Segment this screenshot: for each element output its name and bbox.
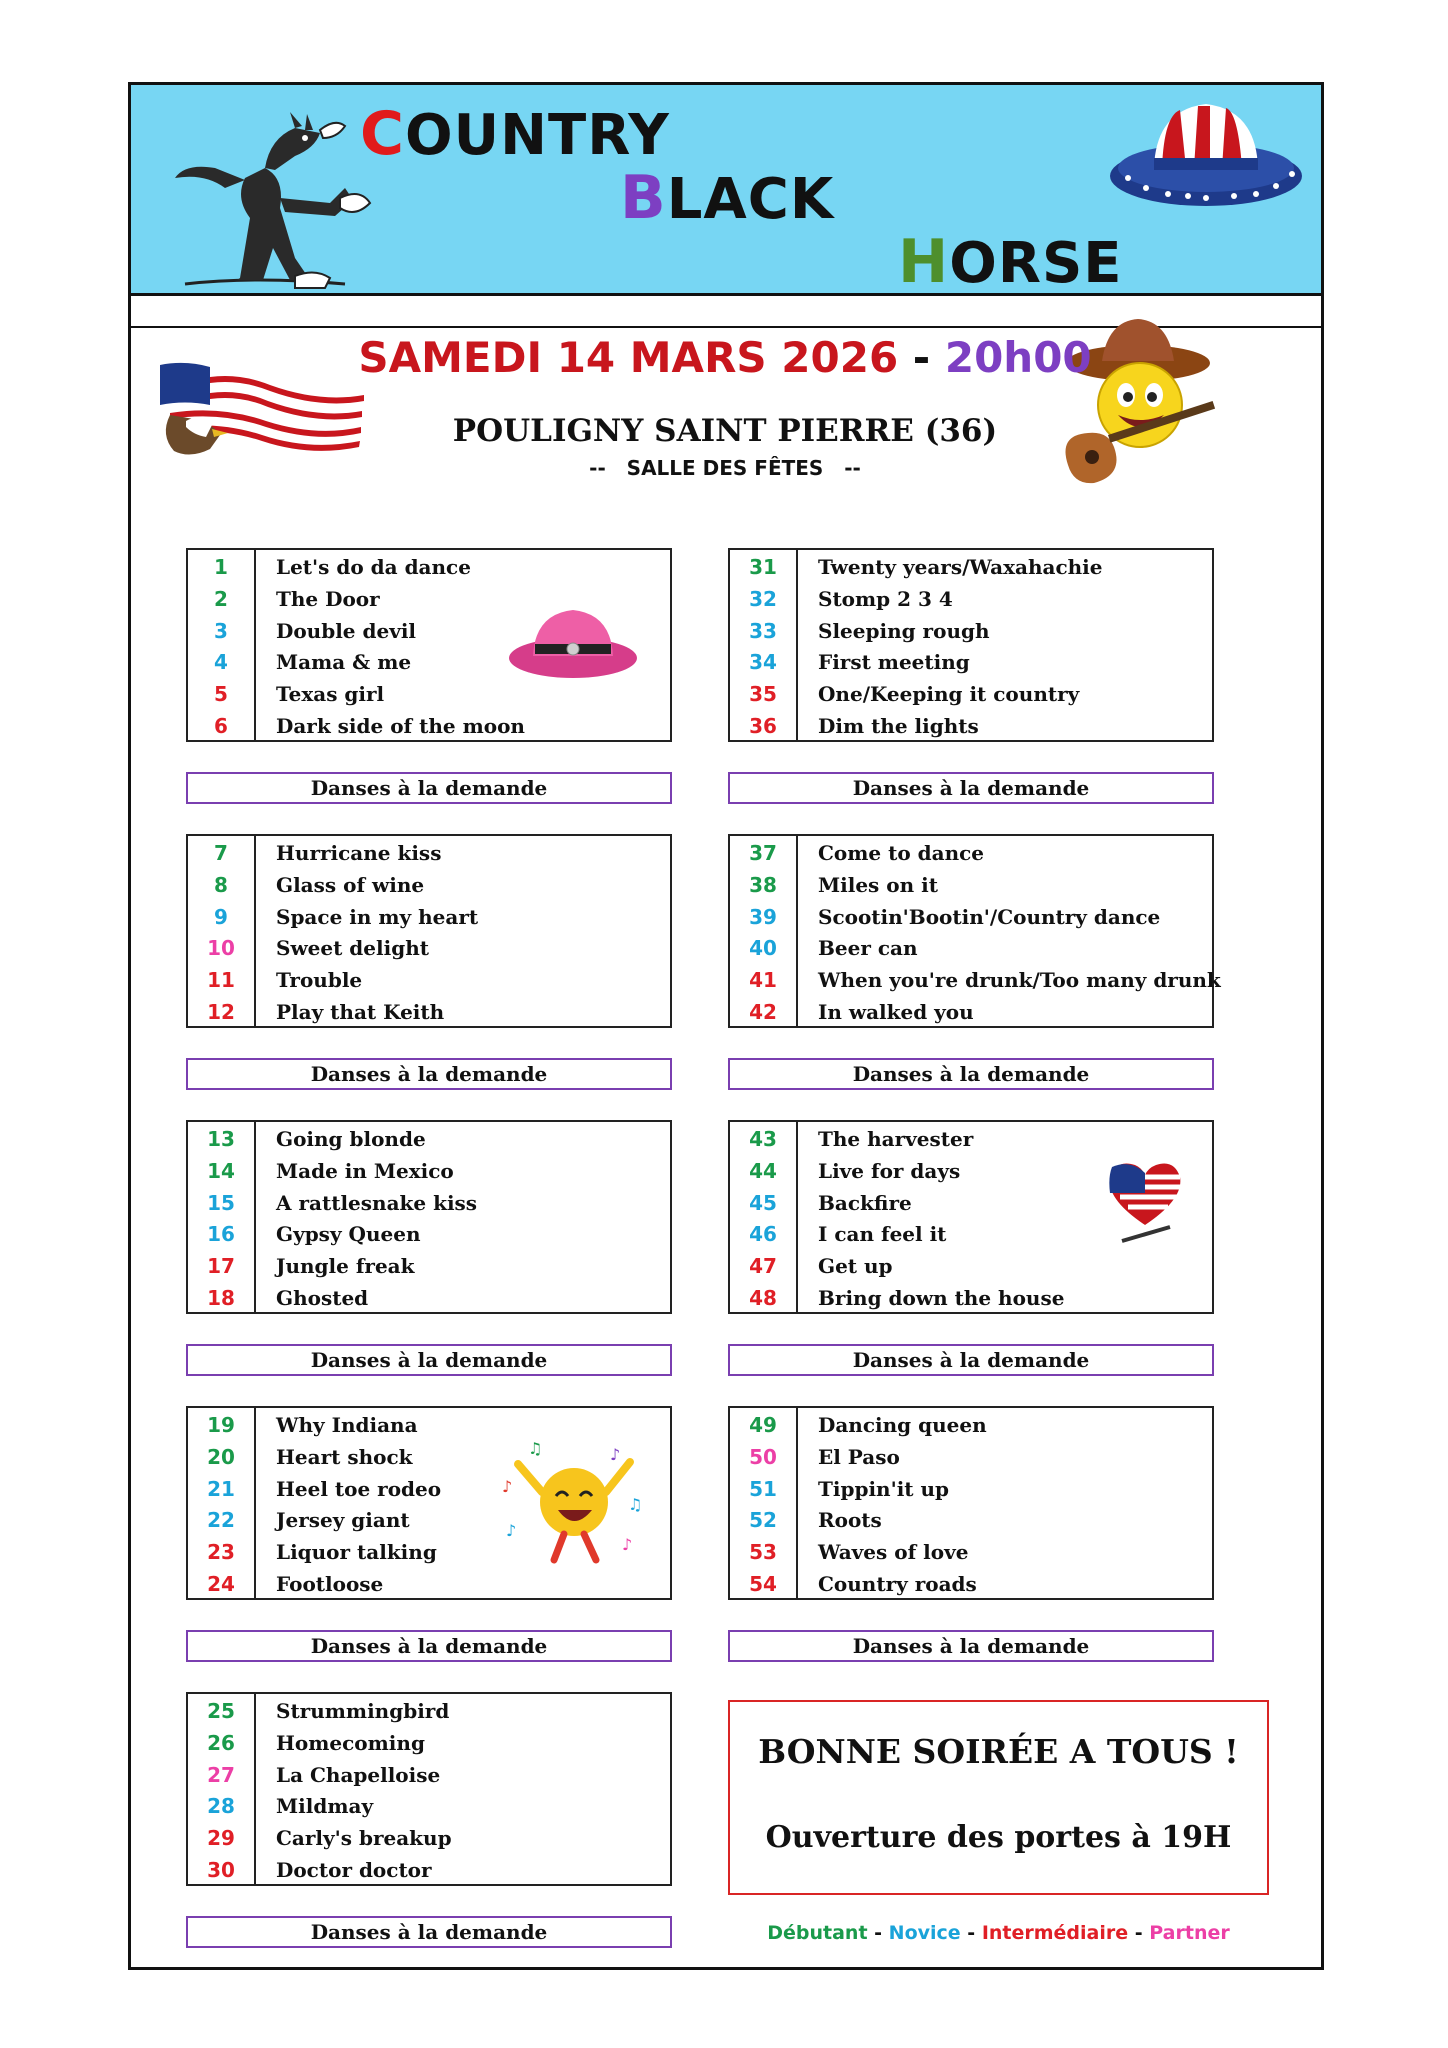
event-city: POULIGNY SAINT PIERRE (36) [452,413,998,449]
dance-number: 33 [749,618,777,643]
dance-title: Get up [818,1254,893,1279]
dance-number: 35 [749,682,777,707]
dance-number: 47 [749,1254,777,1279]
event-date-time [300,333,1150,383]
request-bar: Danses à la demande [728,772,1214,804]
dance-title: Double devil [276,618,417,643]
brand-word-horse [898,227,1123,297]
dance-number: 50 [749,1444,777,1469]
svg-text:♪: ♪ [622,1535,633,1554]
dance-block [186,1120,672,1314]
dance-row [188,1409,670,1441]
dance-row [188,964,670,996]
dance-row [188,551,670,583]
dance-row [188,1695,670,1727]
dance-title: Dark side of the moon [276,714,525,738]
dance-number: 5 [214,682,228,707]
dance-row [188,932,670,964]
request-bar: Danses à la demande [728,1630,1214,1662]
dance-title: Country roads [818,1572,977,1596]
dance-row [730,1282,1212,1314]
dance-number: 42 [749,1000,777,1024]
dance-title: Jersey giant [276,1508,410,1533]
dance-title: Waves of love [818,1540,969,1565]
heart-flag-illustration [1100,1155,1190,1250]
dance-number: 36 [749,714,777,738]
dance-title: Strummingbird [276,1699,450,1723]
dance-title: Trouble [276,968,363,993]
dance-title: Twenty years/Waxahachie [818,555,1103,579]
dance-row [730,1123,1212,1155]
dance-row [730,1504,1212,1536]
dance-number: 14 [207,1158,235,1183]
pink-hat-illustration [505,600,640,690]
dance-title: Sweet delight [276,936,429,961]
dance-title: Sleeping rough [818,618,990,643]
dance-row [188,1187,670,1219]
level-legend [728,1922,1269,1944]
dance-number: 27 [207,1762,235,1787]
svg-text:♪: ♪ [506,1521,517,1540]
brand-word-country [360,99,670,169]
dance-title: Mildmay [276,1794,374,1819]
dance-number: 54 [749,1572,777,1596]
legend-sep: - [960,1922,982,1944]
svg-text:♫: ♫ [528,1440,543,1458]
dance-row [730,551,1212,583]
request-bar: Danses à la demande [186,1916,672,1948]
dance-title: Footloose [276,1572,384,1596]
dance-title: Dim the lights [818,714,979,738]
dance-row [188,1822,670,1854]
request-bar: Danses à la demande [186,1630,672,1662]
closing-doors: Ouverture des portes à 19H [765,1820,1232,1855]
dance-number: 46 [749,1222,777,1247]
dance-row [730,583,1212,615]
dance-title: Come to dance [818,841,985,865]
dance-title: Liquor talking [276,1540,437,1565]
dance-row [188,1123,670,1155]
dance-number: 6 [214,714,228,738]
dance-number: 17 [207,1254,235,1279]
dance-title: Dancing queen [818,1413,987,1437]
dance-title: Space in my heart [276,904,479,929]
stars-stripes-hat-illustration [1106,96,1306,216]
dance-number: 51 [749,1476,777,1501]
dance-title: Stomp 2 3 4 [818,586,953,611]
dance-row [730,964,1221,996]
dance-number: 24 [207,1572,235,1596]
dance-row [188,1759,670,1791]
dance-number: 30 [207,1858,235,1882]
dance-number: 19 [207,1413,235,1437]
dance-number: 13 [207,1127,235,1151]
dance-title: Play that Keith [276,1000,445,1024]
dance-number: 40 [749,936,777,961]
dance-title: Tippin'it up [818,1476,950,1501]
dance-title: Going blonde [276,1127,426,1151]
dance-title: Jungle freak [276,1254,415,1279]
event-venue: -- SALLE DES FÊTES -- [589,456,861,480]
legend-debutant: Débutant [767,1922,868,1944]
dance-title: Glass of wine [276,872,425,897]
dance-title: Roots [818,1508,882,1533]
dance-block [728,1406,1214,1600]
dance-number: 34 [749,650,777,675]
event-time: 20h00 [944,333,1092,382]
dance-row [730,1473,1212,1505]
dance-row [730,932,1212,964]
dance-title: Heart shock [276,1444,413,1469]
dance-title: Miles on it [818,872,938,897]
dance-row [188,1854,670,1886]
dance-title: Texas girl [276,682,385,707]
brand-rest-country: OUNTRY [405,103,670,168]
dance-row [730,901,1212,933]
dance-number: 8 [214,872,228,897]
dance-title: Let's do da dance [276,555,471,579]
dance-number: 43 [749,1127,777,1151]
dance-row [188,1282,670,1314]
dance-row [730,710,1212,742]
dance-number: 11 [207,968,235,993]
dance-number: 49 [749,1413,777,1437]
dance-row [188,1790,670,1822]
dance-row [730,1441,1212,1473]
dance-row [188,1250,670,1282]
request-bar: Danses à la demande [728,1058,1214,1090]
dance-row [188,1218,670,1250]
dance-title: One/Keeping it country [818,682,1080,707]
dance-number: 28 [207,1794,235,1819]
dance-title: Backfire [818,1190,912,1215]
dance-row [188,837,670,869]
request-bar: Danses à la demande [728,1344,1214,1376]
dance-title: Made in Mexico [276,1158,454,1183]
dance-number: 25 [207,1699,235,1723]
dance-title: Why Indiana [276,1413,418,1437]
closing-greeting: BONNE SOIRÉE A TOUS ! [758,1732,1239,1771]
dance-row [730,1568,1212,1600]
legend-sep: - [867,1922,889,1944]
dance-number: 4 [214,650,228,675]
legend-intermediaire: Intermédiaire [981,1922,1129,1944]
dance-row [730,996,1212,1028]
dance-title: Homecoming [276,1730,425,1755]
dance-title: The Door [276,586,380,611]
dance-number: 2 [214,586,228,611]
dance-number: 18 [207,1286,235,1310]
legend-novice: Novice [888,1922,961,1944]
dance-block [186,1692,672,1886]
dance-row [730,615,1212,647]
dance-number: 41 [749,968,777,993]
dance-row [188,901,670,933]
dance-number: 53 [749,1540,777,1565]
dance-title: First meeting [818,650,970,675]
dance-title: Scootin'Bootin'/Country dance [818,904,1161,929]
brand-initial-b: B [620,163,667,233]
dance-number: 3 [214,618,228,643]
dance-block [186,834,672,1028]
dance-number: 45 [749,1190,777,1215]
dance-row [188,710,670,742]
dance-title: Live for days [818,1158,961,1183]
dance-row [730,869,1212,901]
dance-number: 20 [207,1444,235,1469]
dance-row [188,996,670,1028]
dance-row [730,1536,1212,1568]
event-separator: - [898,333,945,382]
dance-title: Hurricane kiss [276,841,442,865]
dance-row [188,1155,670,1187]
dance-number: 48 [749,1286,777,1310]
dance-number: 1 [214,555,228,579]
dance-number: 7 [214,841,228,865]
dance-number: 9 [214,904,228,929]
dance-number: 38 [749,872,777,897]
dance-number: 37 [749,841,777,865]
dance-title: La Chapelloise [276,1762,441,1787]
dance-title: Doctor doctor [276,1858,432,1882]
dance-title: Beer can [818,936,918,961]
dance-row [730,1409,1212,1441]
dance-row [730,678,1212,710]
legend-sep: - [1128,1922,1150,1944]
dance-number: 21 [207,1476,235,1501]
dance-title: In walked you [818,1000,974,1024]
event-date: SAMEDI 14 MARS 2026 [358,333,899,382]
dance-row [188,1727,670,1759]
dance-number: 31 [749,555,777,579]
dance-title: When you're drunk/Too many drunk [818,968,1221,993]
dance-title: Carly's breakup [276,1826,452,1851]
brand-rest-horse: ORSE [949,231,1123,296]
svg-text:♪: ♪ [502,1477,513,1496]
donkey-illustration [145,108,385,294]
dance-number: 23 [207,1540,235,1565]
request-bar: Danses à la demande [186,1058,672,1090]
brand-word-black [620,163,835,233]
dance-number: 16 [207,1222,235,1247]
legend-partner: Partner [1149,1922,1230,1944]
svg-text:♫: ♫ [628,1495,643,1514]
dance-number: 10 [207,936,235,961]
dance-number: 22 [207,1508,235,1533]
dance-title: El Paso [818,1444,900,1469]
dance-number: 15 [207,1190,235,1215]
dance-number: 52 [749,1508,777,1533]
dance-title: Gypsy Queen [276,1222,421,1247]
dance-title: Mama & me [276,650,412,675]
closing-box [728,1700,1269,1895]
brand-rest-black: LACK [666,167,835,232]
dance-title: The harvester [818,1127,974,1151]
dance-row [188,869,670,901]
dance-number: 32 [749,586,777,611]
dance-number: 39 [749,904,777,929]
brand-initial-c: C [360,99,406,169]
svg-text:♪: ♪ [610,1445,621,1464]
dance-title: Ghosted [276,1286,369,1310]
dance-block [728,834,1221,1028]
dance-number: 44 [749,1158,777,1183]
brand-initial-h: H [898,227,950,297]
dancing-emoji-illustration [498,1440,648,1575]
dance-row [730,646,1212,678]
request-bar: Danses à la demande [186,1344,672,1376]
dance-row [730,1250,1212,1282]
dance-title: Bring down the house [818,1286,1065,1310]
dance-row [730,837,1212,869]
dance-number: 12 [207,1000,235,1024]
dance-block [728,548,1214,742]
dance-title: A rattlesnake kiss [276,1190,478,1215]
request-bar: Danses à la demande [186,772,672,804]
dance-number: 29 [207,1826,235,1851]
dance-number: 26 [207,1730,235,1755]
dance-title: I can feel it [818,1222,947,1247]
dance-title: Heel toe rodeo [276,1476,442,1501]
